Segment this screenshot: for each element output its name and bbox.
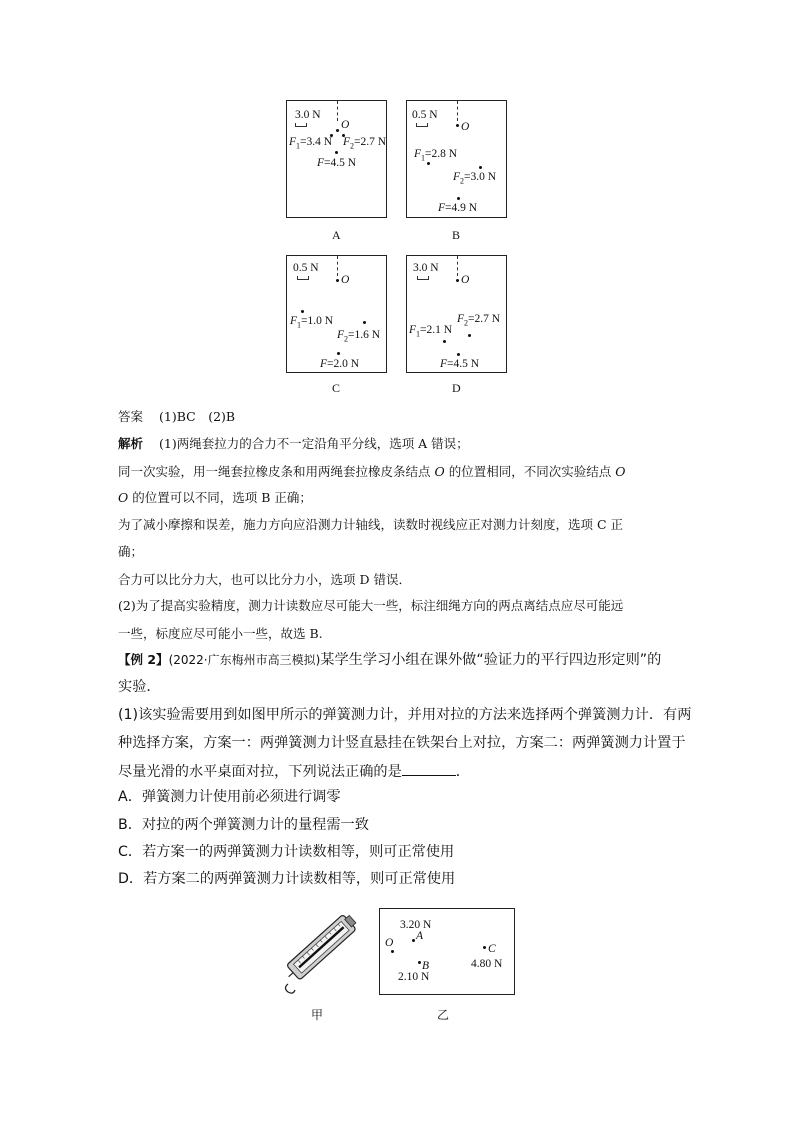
yi-a-label: A — [416, 930, 424, 942]
analysis-line-5: 确； — [118, 544, 144, 559]
figure-c-f1-label: $F_1=1.0$ N — [290, 315, 334, 330]
analysis-line-3: O 的位置可以不同，选项 B 正确； — [118, 490, 312, 505]
yi-a-value: 3.20 N — [400, 919, 432, 931]
figure-a-origin-label: O — [341, 119, 350, 131]
yi-o-dot — [391, 950, 394, 953]
yi-c-label: C — [488, 943, 496, 955]
figure-a-scale-bar — [295, 123, 307, 127]
figure-d-origin-dot — [456, 279, 459, 282]
yi-a-dot — [412, 939, 415, 942]
figure-d-f1-dot — [443, 340, 446, 343]
example-line-5: 尽量光滑的水平桌面对拉，下列说法正确的是 ． — [118, 764, 470, 780]
example-line-4: 种选择方案，方案一：两弹簧测力计竖直悬挂在铁架台上对拉，方案二：两弹簧测力计置于 — [118, 735, 686, 751]
analysis-line-6: 合力可以比分力大，也可以比分力小，选项 D 错误． — [118, 572, 411, 587]
example-line-2: 实验． — [118, 679, 161, 695]
option-b: B．对拉的两个弹簧测力计的量程需一致 — [118, 817, 369, 833]
figure-yi-caption: 乙 — [437, 1008, 450, 1022]
analysis-label: 解析 — [118, 436, 144, 451]
figure-b-scale-label: 0.5 N — [412, 109, 438, 121]
analysis-line-8: 一些，标度应尽可能小一些，故选 B. — [118, 626, 323, 641]
answer-line — [118, 411, 235, 424]
figure-a-f2-label: $F_2=2.7$ N — [343, 136, 387, 151]
figure-d-f2-label: $F_2=2.7$ N — [457, 313, 501, 328]
yi-o-label: O — [385, 937, 394, 949]
option-c: C．若方案一的两弹簧测力计读数相等，则可正常使用 — [118, 844, 455, 860]
answer-blank — [402, 763, 456, 776]
analysis-line-2: 同一次实验，用一绳套拉橡皮条和用两绳套拉橡皮条结点 O 的位置相同，不同次实验结点 O — [118, 464, 626, 479]
figure-c-origin-label: O — [341, 274, 350, 286]
figure-a-f-label: F=4.5 N — [317, 157, 357, 169]
figure-d-dashed-line — [457, 256, 458, 276]
figure-b-caption: B — [452, 228, 461, 242]
yi-c-dot — [483, 946, 486, 949]
figure-c-f2-dot — [363, 321, 366, 324]
figure-d-f1-label: $F_1=2.1$ N — [409, 324, 453, 339]
figure-b-origin-dot — [456, 124, 459, 127]
figure-a-scale-label: 3.0 N — [295, 109, 321, 121]
analysis-line-4: 为了减小摩擦和误差，施力方向应沿测力计轴线，读数时视线应正对测力计刻度，选项 C 正 — [118, 517, 624, 532]
yi-b-label: B — [422, 960, 430, 972]
figure-c-dashed-line — [337, 256, 338, 276]
figure-d-caption: D — [452, 381, 461, 395]
figure-a-dashed-line — [337, 101, 338, 121]
figure-b-box — [406, 100, 507, 218]
figure-c-scale-bar — [297, 276, 309, 280]
answer-text: (1)BC (2)B — [159, 409, 236, 424]
figure-c-caption: C — [332, 381, 341, 395]
option-d: D．若方案二的两弹簧测力计读数相等，则可正常使用 — [118, 871, 456, 887]
figure-c-origin-dot — [336, 279, 339, 282]
figure-c-box — [286, 255, 387, 373]
figure-a-box — [286, 100, 387, 218]
figure-a-f1-label: $F_1=3.4$ N — [289, 136, 333, 151]
figure-yi-box — [379, 908, 515, 995]
analysis-text-1: (1)两绳套拉力的合力不一定沿角平分线，选项 A 错误； — [159, 436, 469, 451]
figure-c-f2-label: $F_2=1.6$ N — [337, 329, 381, 344]
figure-b-f1-label: $F_1=2.8$ N — [414, 148, 458, 163]
example-tag: 【例 2】 — [118, 652, 169, 667]
example-line-3: (1)该实验需要用到如图甲所示的弹簧测力计，并用对拉的方法来选择两个弹簧测力计．有两 — [118, 707, 692, 723]
example-source: (2022·广东梅州市高三模拟) — [168, 653, 321, 667]
figure-a-origin-dot — [336, 129, 339, 132]
option-a: A．弹簧测力计使用前必须进行调零 — [118, 789, 341, 805]
figure-b-origin-label: O — [461, 121, 470, 133]
figure-d-box — [406, 255, 507, 373]
figure-b-f-label: F=4.9 N — [438, 202, 478, 214]
answer-label: 答案 — [118, 409, 144, 424]
example-line-1: 【例 2】(2022·广东梅州市高三模拟)某学生学习小组在课外做“验证力的平行四边形定则”的 — [118, 652, 662, 668]
figure-d-f2-dot — [468, 334, 471, 337]
figure-c-scale-label: 0.5 N — [293, 262, 319, 274]
figure-b-f2-dot — [479, 166, 482, 169]
yi-b-dot — [418, 961, 421, 964]
figure-a-f-dot — [335, 151, 338, 154]
figure-d-f-label: F=4.5 N — [440, 358, 480, 370]
analysis-line-1 — [118, 438, 469, 451]
figure-d-scale-bar — [417, 276, 429, 280]
figure-b-scale-bar — [416, 123, 428, 127]
figure-c-f1-dot — [301, 310, 304, 313]
figure-b-dashed-line — [457, 101, 458, 121]
figure-b-f1-dot — [427, 162, 430, 165]
figure-b-f2-label: $F_2=3.0$ N — [453, 171, 497, 186]
figure-d-origin-label: O — [461, 274, 470, 286]
figure-c-f-dot — [337, 352, 340, 355]
spring-scale-illustration — [276, 904, 368, 996]
figure-a-caption: A — [332, 228, 341, 242]
figure-jia-caption: 甲 — [311, 1008, 324, 1022]
yi-c-value: 4.80 N — [471, 958, 503, 970]
yi-b-value: 2.10 N — [398, 971, 430, 983]
figure-d-f-dot — [457, 353, 460, 356]
analysis-line-7: (2)为了提高实验精度，测力计读数应尽可能大一些，标注细绳方向的两点离结点应尽可能远 — [118, 598, 624, 613]
figure-c-f-label: F=2.0 N — [320, 358, 360, 370]
figure-b-f-dot — [457, 197, 460, 200]
figure-d-scale-label: 3.0 N — [413, 262, 439, 274]
